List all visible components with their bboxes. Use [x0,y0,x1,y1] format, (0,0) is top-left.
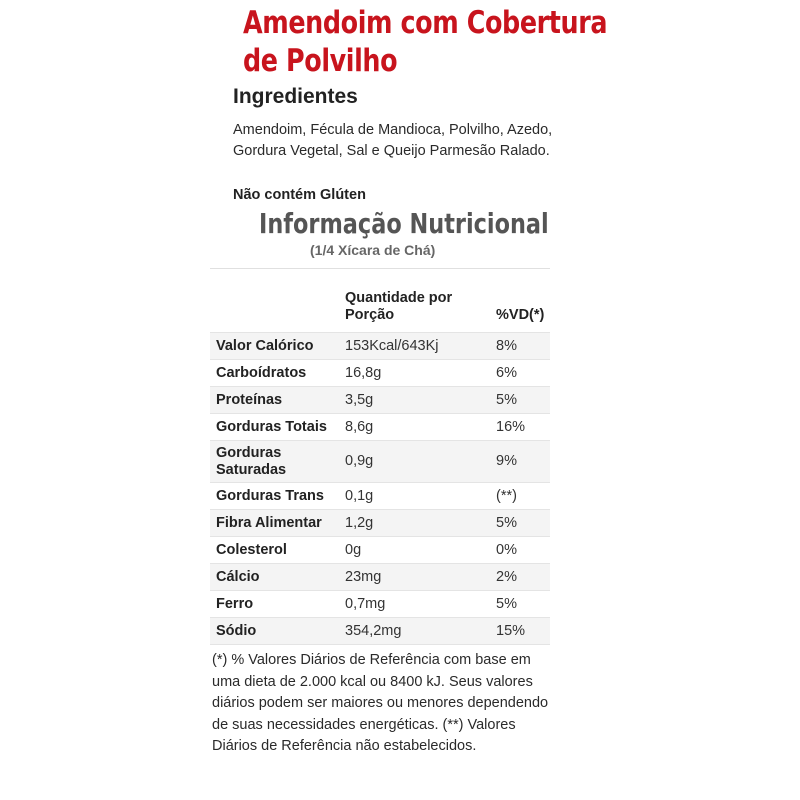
nutrient-name: Valor Calórico [210,333,339,360]
table-row [210,591,550,618]
table-row [210,387,550,414]
nutrient-name: Gorduras Saturadas [210,441,339,483]
nutrient-quantity: 16,8g [339,360,490,387]
nutrient-vd: 5% [490,591,550,618]
footnote: (*) % Valores Diários de Referência com base em uma dieta de 2.000 kcal ou 8400 kJ. Seus valores diários podem ser maiores ou menores dependendo de suas necessidades energéticas. (**) Valores Diários de Referência não estabelecidos. [212,652,549,754]
nutrient-vd: 16% [490,414,550,441]
nutrient-name: Carboídratos [210,360,339,387]
nutrient-name: Ferro [210,591,339,618]
table-row [210,360,550,387]
nutrient-vd: 9% [490,441,550,483]
table-row [210,564,550,591]
product-title-line1: Amendoim com Cobertura [243,5,608,41]
nutrient-quantity: 153Kcal/643Kj [339,333,490,360]
table-row [210,441,550,483]
nutrient-quantity: 8,6g [339,414,490,441]
nutrient-name: Sódio [210,618,339,645]
nutrient-name: Cálcio [210,564,339,591]
nutrient-vd: 0% [490,537,550,564]
gluten-notice: Não contém Glúten [233,187,366,203]
product-title-line2: de Polvilho [243,43,398,79]
table-row [210,483,550,510]
nutrient-quantity: 0,7mg [339,591,490,618]
table-row [210,414,550,441]
table-row [210,510,550,537]
nutrient-name: Proteínas [210,387,339,414]
product-title [243,4,686,80]
serving-size: (1/4 Xícara de Chá) [310,242,436,258]
table-row [210,618,550,645]
column-header-quantity: Quantidade por Porção [345,290,453,323]
table-row [210,333,550,360]
nutrient-vd: 15% [490,618,550,645]
nutrition-table [210,268,550,645]
table-row [210,537,550,564]
column-header-nutrient [210,268,339,333]
nutrient-vd: (**) [490,483,550,510]
nutrient-vd: 5% [490,387,550,414]
table-top-divider [210,268,550,269]
nutrient-vd: 6% [490,360,550,387]
nutrient-vd: 8% [490,333,550,360]
table-header-row [210,268,550,333]
column-header-vd: %VD(*) [496,307,545,323]
nutrient-quantity: 0g [339,537,490,564]
nutrition-table-body [210,333,550,645]
nutrient-quantity: 23mg [339,564,490,591]
nutrient-name: Gorduras Totais [210,414,339,441]
nutrient-vd: 5% [490,510,550,537]
nutrition-title: Informação Nutricional [259,207,549,240]
nutrient-quantity: 354,2mg [339,618,490,645]
nutrient-name: Gorduras Trans [210,483,339,510]
nutrient-quantity: 0,1g [339,483,490,510]
nutrition-table-wrapper [210,268,550,645]
nutrient-quantity: 3,5g [339,387,490,414]
ingredients-text: Amendoim, Fécula de Mandioca, Polvilho, Azedo, Gordura Vegetal, Sal e Queijo Parmesão Ralado. [233,122,553,159]
nutrient-name: Fibra Alimentar [210,510,339,537]
nutrient-name: Colesterol [210,537,339,564]
ingredients-heading: Ingredientes [233,85,358,108]
nutrient-vd: 2% [490,564,550,591]
nutrient-quantity: 1,2g [339,510,490,537]
nutrient-quantity: 0,9g [339,441,490,483]
